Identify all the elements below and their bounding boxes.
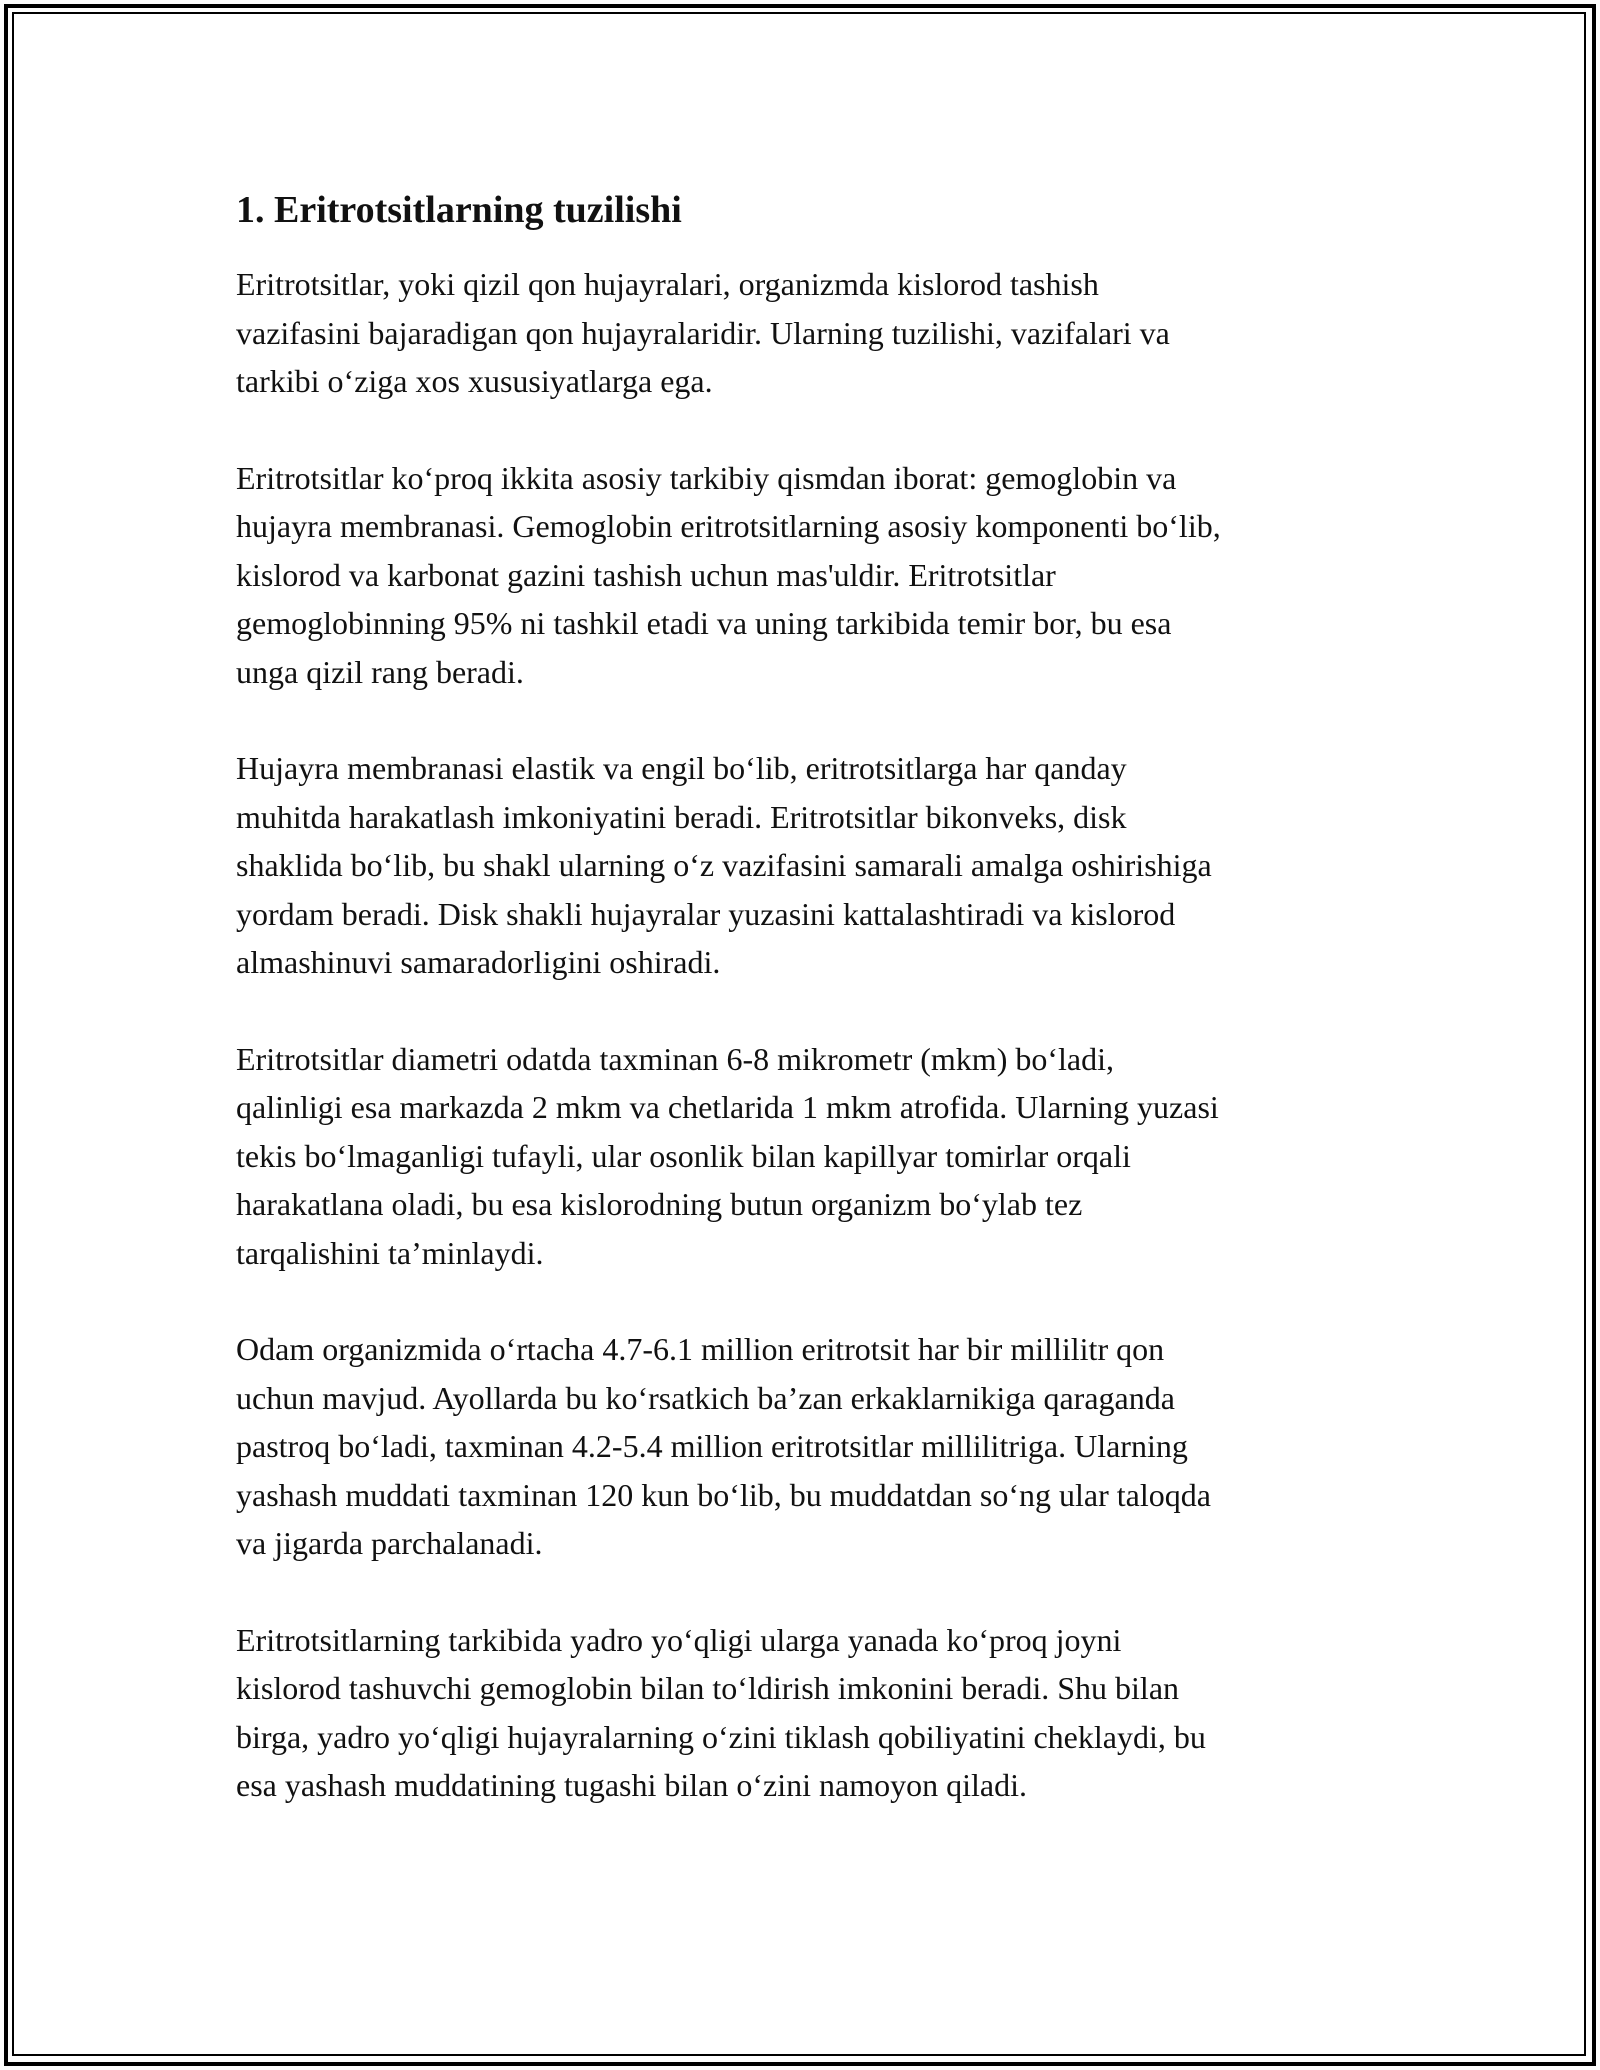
text-line: Odam organizmida o‘rtacha 4.7-6.1 million eritrotsit har bir millilitr qon	[236, 1331, 1165, 1367]
text-line: birga, yadro yo‘qligi hujayralarning o‘zini tiklash qobiliyatini cheklaydi, bu	[236, 1718, 1206, 1755]
text-line: hujayra membranasi. Gemoglobin eritrotsitlarning asosiy komponenti bo‘lib,	[236, 508, 1221, 544]
paragraph-1	[236, 260, 1366, 406]
text-line: vazifasini bajaradigan qon hujayralaridir. Ularning tuzilishi, vazifalari va	[236, 314, 1170, 351]
text-line: Eritrotsitlar ko‘proq ikkita asosiy tarkibiy qismdan iborat: gemoglobin va	[236, 459, 1177, 496]
text-line: muhitda harakatlash imkoniyatini beradi. Eritrotsitlar bikonveks, disk	[236, 798, 1127, 835]
text-line: gemoglobinning 95% ni tashkil etadi va uning tarkibida temir bor, bu esa	[236, 605, 1172, 641]
text-line: almashinuvi samaradorligini oshiradi.	[236, 944, 721, 980]
text-line: kislorod tashuvchi gemoglobin bilan to‘ldirish imkonini beradi. Shu bilan	[236, 1670, 1180, 1706]
text-line: tarqalishini ta’minlaydi.	[236, 1234, 544, 1271]
text-line: qalinligi esa markazda 2 mkm va chetlarida 1 mkm atrofida. Ularning yuzasi	[236, 1089, 1219, 1125]
text-line: harakatlana oladi, bu esa kislorodning butun organizm bo‘ylab tez	[236, 1186, 1083, 1222]
text-line: tarkibi o‘ziga xos xususiyatlarga ega.	[236, 363, 713, 399]
text-line: pastroq bo‘ladi, taxminan 4.2-5.4 million eritrotsitlar millilitriga. Ularning	[236, 1428, 1188, 1464]
paragraph-5	[236, 1325, 1366, 1568]
paragraph-2	[236, 454, 1366, 697]
section-heading: 1. Eritrotsitlarning tuzilishi	[236, 189, 682, 231]
text-line: shaklida bo‘lib, bu shakl ularning o‘z vazifasini samarali amalga oshirishiga	[236, 847, 1212, 883]
text-line: Eritrotsitlar diametri odatda taxminan 6-8 mikrometr (mkm) bo‘ladi,	[236, 1040, 1114, 1077]
paragraph-3	[236, 744, 1366, 987]
text-line: uchun mavjud. Ayollarda bu ko‘rsatkich ba’zan erkaklarnikiga qaraganda	[236, 1379, 1175, 1416]
text-line: Eritrotsitlarning tarkibida yadro yo‘qligi ularga yanada ko‘proq joyni	[236, 1621, 1122, 1658]
text-line: yordam beradi. Disk shakli hujayralar yuzasini kattalashtiradi va kislorod	[236, 895, 1176, 932]
text-line: kislorod va karbonat gazini tashish uchun mas'uldir. Eritrotsitlar	[236, 556, 1056, 593]
text-line: Hujayra membranasi elastik va engil bo‘lib, eritrotsitlarga har qanday	[236, 750, 1127, 786]
text-line: yashash muddati taxminan 120 kun bo‘lib, bu muddatdan so‘ng ular taloqda	[236, 1476, 1211, 1513]
document-body	[236, 186, 1366, 1858]
text-line: unga qizil rang beradi.	[236, 653, 524, 690]
text-line: va jigarda parchalanadi.	[236, 1525, 543, 1561]
paragraph-4	[236, 1035, 1366, 1278]
paragraph-6	[236, 1616, 1366, 1810]
text-line: tekis bo‘lmaganligi tufayli, ular osonlik bilan kapillyar tomirlar orqali	[236, 1137, 1131, 1174]
text-line: esa yashash muddatining tugashi bilan o‘zini namoyon qiladi.	[236, 1767, 1027, 1803]
text-line: Eritrotsitlar, yoki qizil qon hujayralari, organizmda kislorod tashish	[236, 266, 1099, 302]
